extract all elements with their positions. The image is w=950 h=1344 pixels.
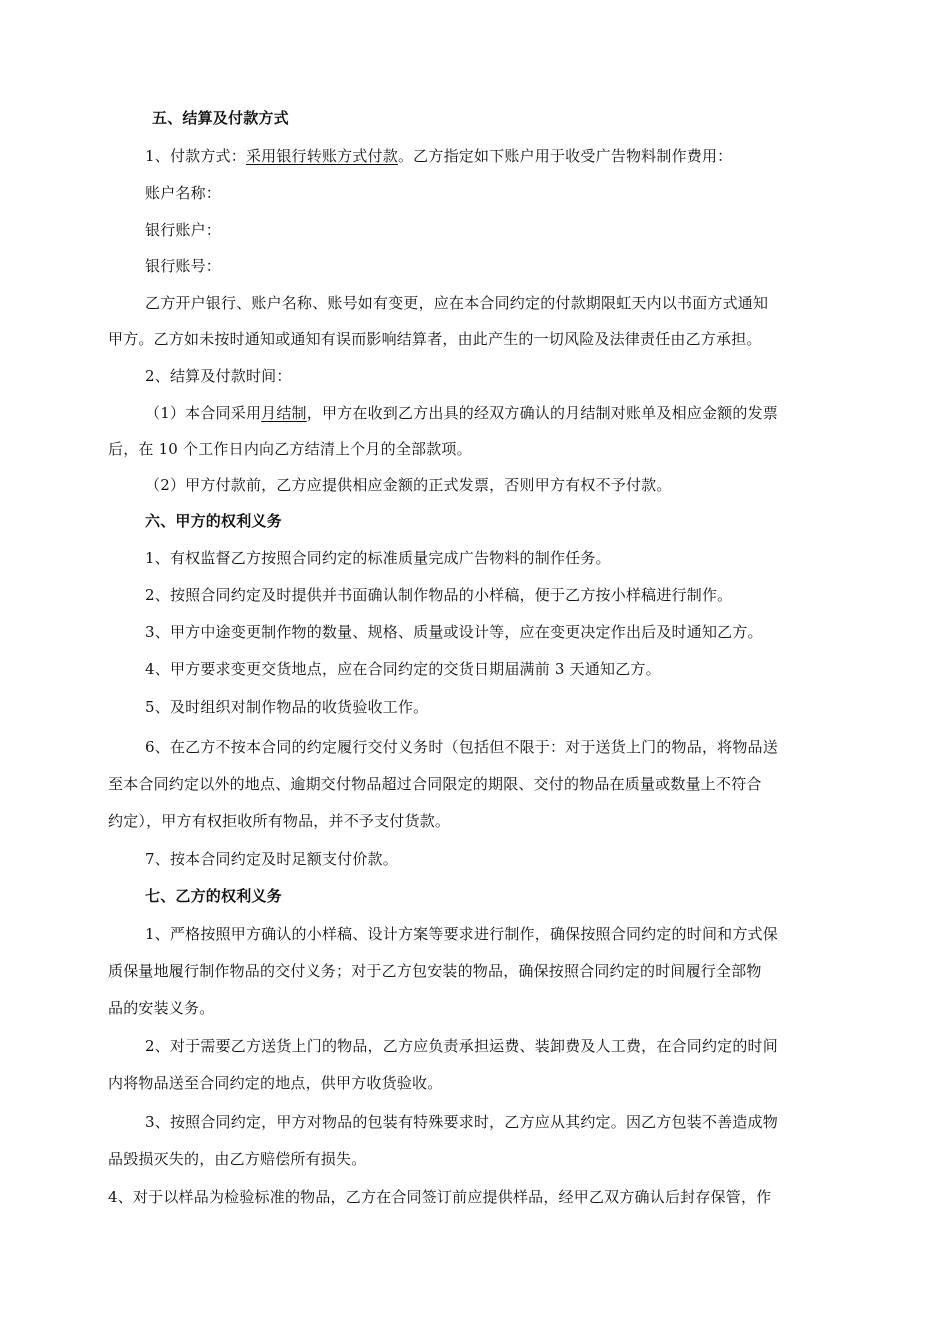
monthly-settlement-paragraph [145,403,778,423]
party-b-item-2-line-2: 内将物品送至合同约定的地点，供甲方收货验收。 [108,1074,443,1092]
party-b-item-2-line-1: 2、对于需要乙方送货上门的物品，乙方应负责承担运费、装卸费及人工费，在合同约定的时间 [145,1037,778,1055]
section-7-heading: 七、乙方的权利义务 [145,887,282,905]
section-6-heading: 六、甲方的权利义务 [145,512,282,530]
party-a-item-5: 5、及时组织对制作物品的收货验收工作。 [145,698,429,716]
party-a-item-2: 2、按照合同约定及时提供并书面确认制作物品的小样稿，便于乙方按小样稿进行制作。 [145,586,733,604]
monthly-settlement-prefix: （1）本合同采用 [145,404,262,422]
party-a-item-6-line-3: 约定），甲方有权拒收所有物品，并不予支付货款。 [108,812,451,830]
payment-method-suffix: 。乙方指定如下账户用于收受广告物料制作费用： [397,147,733,165]
bank-account-label: 银行账户： [145,221,222,239]
account-name-label: 账户名称： [145,184,222,202]
party-a-item-3: 3、甲方中途变更制作物的数量、规格、质量或设计等，应在变更决定作出后及时通知乙方。 [145,623,763,641]
payment-method-underlined: 采用银行转账方式付款 [245,147,398,165]
party-a-item-1: 1、有权监督乙方按照合同约定的标准质量完成广告物料的制作任务。 [145,549,611,567]
party-b-item-1-line-2: 质保量地履行制作物品的交付义务；对于乙方包安装的物品，确保按照合同约定的时间履行全部物 [108,962,762,980]
party-b-item-1-line-1: 1、严格按照甲方确认的小样稿、设计方案等要求进行制作，确保按照合同约定的时间和方式保 [145,925,778,943]
monthly-settlement-suffix: ，甲方在收到乙方出具的经双方确认的月结制对账单及相应金额的发票 [306,404,778,422]
invoice-requirement: （2）甲方付款前，乙方应提供相应金额的正式发票，否则甲方有权不予付款。 [145,476,672,494]
settlement-time-item: 2、结算及付款时间： [145,367,292,385]
change-notice-line-1: 乙方开户银行、账户名称、账号如有变更，应在本合同约定的付款期限虹天内以书面方式通知 [145,294,769,312]
party-a-item-4: 4、甲方要求变更交货地点，应在合同约定的交货日期届满前 3 天通知乙方。 [145,660,661,678]
section-5-heading: 五、结算及付款方式 [152,109,289,127]
party-b-item-3-line-2: 品毁损灭失的，由乙方赔偿所有损失。 [108,1150,367,1168]
payment-method-paragraph [145,146,732,166]
monthly-settlement-line-2: 后，在 10 个工作日内向乙方结清上个月的全部款项。 [108,440,472,458]
payment-method-prefix: 1、付款方式： [145,147,246,165]
party-a-item-7: 7、按本合同约定及时足额支付价款。 [145,850,398,868]
bank-number-label: 银行账号： [145,257,222,275]
change-notice-line-2: 甲方。乙方如未按时通知或通知有误而影响结算者，由此产生的一切风险及法律责任由乙方承担。 [108,330,762,348]
party-a-item-6-line-1: 6、在乙方不按本合同的约定履行交付义务时（包括但不限于：对于送货上门的物品，将物品送 [145,738,778,756]
party-a-item-6-line-2: 至本合同约定以外的地点、逾期交付物品超过合同限定的期限、交付的物品在质量或数量上不符合 [108,775,762,793]
party-b-item-3-line-1: 3、按照合同约定，甲方对物品的包装有特殊要求时，乙方应从其约定。因乙方包装不善造成物 [145,1113,778,1131]
party-b-item-1-line-3: 品的安装义务。 [108,999,215,1017]
party-b-item-4-line-1: 4、对于以样品为检验标准的物品，乙方在合同签订前应提供样品，经甲乙双方确认后封存保管，作 [108,1188,772,1206]
monthly-settlement-underlined: 月结制 [261,404,307,422]
